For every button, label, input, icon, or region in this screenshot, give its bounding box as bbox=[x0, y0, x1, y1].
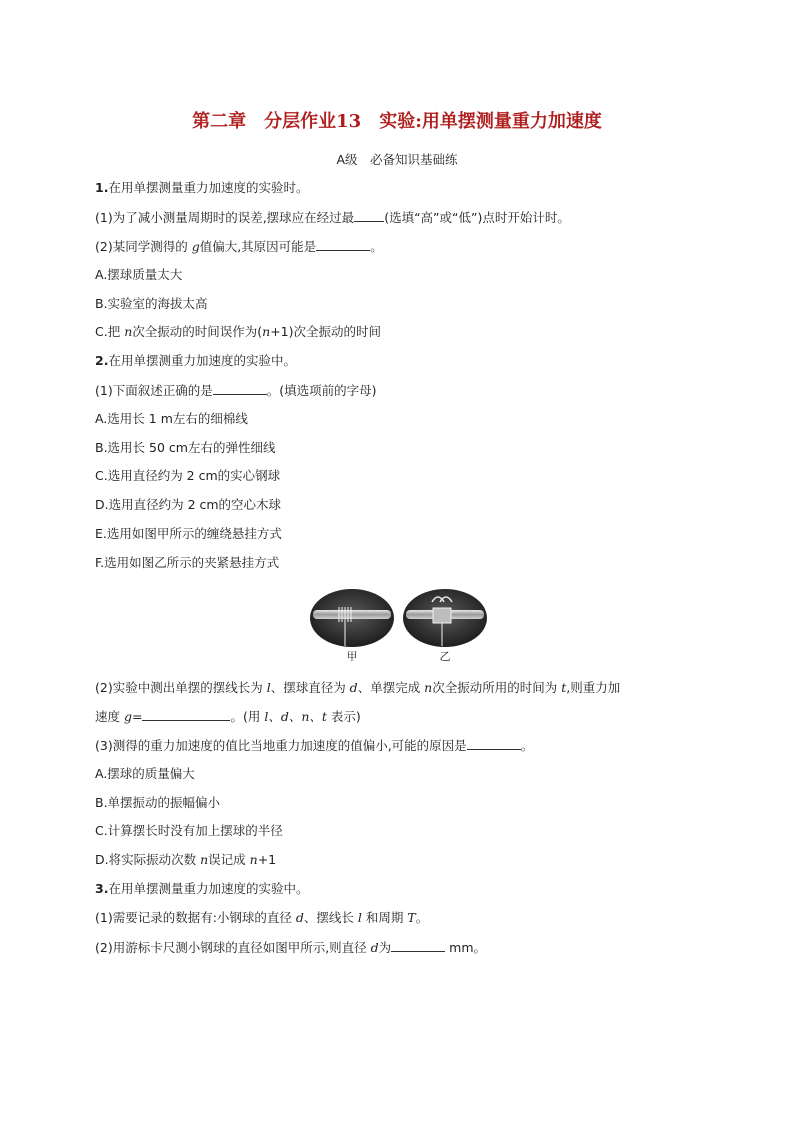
q2-option-f: F.选用如图乙所示的夹紧悬挂方式 bbox=[95, 555, 280, 570]
q2-stem bbox=[95, 352, 296, 370]
q2-part3-end: 。 bbox=[520, 738, 534, 753]
q1-option-a: A.摆球质量太大 bbox=[95, 267, 183, 282]
q2-part1-text: (1)下面叙述正确的是 bbox=[95, 383, 213, 398]
q2-part2-text4: 次全振动所用的时间为 bbox=[432, 680, 562, 695]
var-n: n bbox=[424, 680, 433, 695]
q2-option-c: C.选用直径约为 2 cm的实心钢球 bbox=[95, 468, 281, 483]
q3-part2-unit: mm。 bbox=[445, 940, 487, 955]
q1-option-c bbox=[95, 323, 381, 341]
level-heading: A级 必备知识基础练 bbox=[336, 152, 458, 167]
q2-part2-text6: 速度 bbox=[95, 709, 124, 724]
q2-part2-cont bbox=[95, 707, 361, 726]
answer-blank[interactable] bbox=[213, 381, 267, 395]
q2-part2-text: (2)实验中测出单摆的摆线长为 bbox=[95, 680, 267, 695]
q2-option-b: B.选用长 50 cm左右的弹性细线 bbox=[95, 440, 276, 455]
var-d: d bbox=[370, 940, 379, 955]
q1-optc-text2: 次全振动的时间误作为( bbox=[132, 324, 263, 339]
q2-option-e: E.选用如图甲所示的缠绕悬挂方式 bbox=[95, 526, 282, 541]
q1-optc-text: C.把 bbox=[95, 324, 125, 339]
q1-part2-text2: 值偏大,其原因可能是 bbox=[199, 239, 317, 254]
q2-optd-text: D.将实际振动次数 bbox=[95, 852, 201, 867]
q2-p3-option-d bbox=[95, 851, 276, 869]
var-n: n bbox=[200, 852, 209, 867]
q1-number: 1. bbox=[95, 180, 109, 195]
q1-part1 bbox=[95, 208, 570, 227]
q2-option-a: A.选用长 1 m左右的细棉线 bbox=[95, 411, 248, 426]
clamp-suspension-photo bbox=[402, 588, 488, 648]
q3-part2-text: (2)用游标卡尺测小钢球的直径如图甲所示,则直径 bbox=[95, 940, 371, 955]
q1-part2 bbox=[95, 237, 383, 256]
var-g: g bbox=[191, 239, 200, 254]
page-title: 第二章 分层作业13 实验:用单摆测量重力加速度 bbox=[192, 111, 602, 132]
q2-p3-option-b: B.单摆振动的振幅偏小 bbox=[95, 795, 221, 810]
q3-part1 bbox=[95, 909, 428, 927]
q2-optd-text2: 误记成 bbox=[208, 852, 250, 867]
var-t: t bbox=[561, 680, 567, 695]
q2-part2 bbox=[95, 679, 620, 697]
var-d: d bbox=[349, 680, 358, 695]
q1-part2-text: (2)某同学测得的 bbox=[95, 239, 192, 254]
q3-part1-text3: 和周期 bbox=[361, 910, 408, 925]
var-n: n bbox=[262, 324, 271, 339]
q2-part3 bbox=[95, 736, 533, 755]
var-l: l bbox=[357, 910, 362, 925]
q2-part2-text5: ,则重力加 bbox=[566, 680, 621, 695]
answer-blank[interactable] bbox=[467, 736, 521, 750]
q1-part1-text: (1)为了减小测量周期时的误差,摆球应在经过最 bbox=[95, 210, 355, 225]
q2-part2-text3: 、单摆完成 bbox=[357, 680, 425, 695]
var-n: n bbox=[249, 852, 258, 867]
q2-part2-text2: 、摆球直径为 bbox=[270, 680, 350, 695]
q3-part2-text2: 为 bbox=[378, 940, 392, 955]
q3-part2 bbox=[95, 938, 486, 957]
answer-blank[interactable] bbox=[316, 237, 370, 251]
q2-option-d: D.选用直径约为 2 cm的空心木球 bbox=[95, 497, 282, 512]
var-d: d bbox=[295, 910, 304, 925]
answer-blank[interactable] bbox=[142, 707, 230, 721]
q2-part2-text7: 。(用 bbox=[230, 709, 265, 724]
answer-blank[interactable] bbox=[391, 938, 445, 952]
answer-blank[interactable] bbox=[354, 208, 384, 222]
q3-stem-text: 在用单摆测量重力加速度的实验中。 bbox=[108, 881, 309, 896]
var-l: l bbox=[266, 680, 271, 695]
q2-optd-text3: +1 bbox=[257, 852, 277, 867]
figure-label-yi: 乙 bbox=[439, 650, 451, 663]
q2-number: 2. bbox=[95, 353, 109, 368]
q2-p3-option-c: C.计算摆长时没有加上摆球的半径 bbox=[95, 823, 283, 838]
var-list: l、d、n、t bbox=[264, 709, 327, 724]
q1-part1-suffix: (选填“高”或“低”)点时开始计时。 bbox=[384, 210, 570, 225]
q2-part1 bbox=[95, 381, 376, 400]
q3-part1-text2: 、摆线长 bbox=[303, 910, 358, 925]
q3-part1-text: (1)需要记录的数据有:小钢球的直径 bbox=[95, 910, 296, 925]
figure-label-jia: 甲 bbox=[346, 650, 358, 663]
q3-number: 3. bbox=[95, 881, 109, 896]
var-T: T bbox=[407, 910, 416, 925]
q1-optc-text3: +1)次全振动的时间 bbox=[270, 324, 382, 339]
q2-part2-text8: 表示) bbox=[326, 709, 361, 724]
q1-part2-end: 。 bbox=[370, 239, 383, 254]
var-n: n bbox=[124, 324, 133, 339]
var-g: g bbox=[123, 709, 132, 724]
q3-part1-end: 。 bbox=[415, 910, 429, 925]
q2-p3-option-a: A.摆球的质量偏大 bbox=[95, 766, 195, 781]
q3-stem bbox=[95, 880, 308, 898]
q1-stem bbox=[95, 179, 308, 197]
equals-sign: = bbox=[132, 709, 143, 724]
q2-part1-suffix: 。(填选项前的字母) bbox=[266, 383, 377, 398]
q1-stem-text: 在用单摆测量重力加速度的实验时。 bbox=[108, 180, 309, 195]
q2-part3-text: (3)测得的重力加速度的值比当地重力加速度的值偏小,可能的原因是 bbox=[95, 738, 467, 753]
q2-stem-text: 在用单摆测重力加速度的实验中。 bbox=[108, 353, 296, 368]
q1-option-b: B.实验室的海拔太高 bbox=[95, 296, 208, 311]
wrapped-suspension-photo bbox=[309, 588, 395, 648]
